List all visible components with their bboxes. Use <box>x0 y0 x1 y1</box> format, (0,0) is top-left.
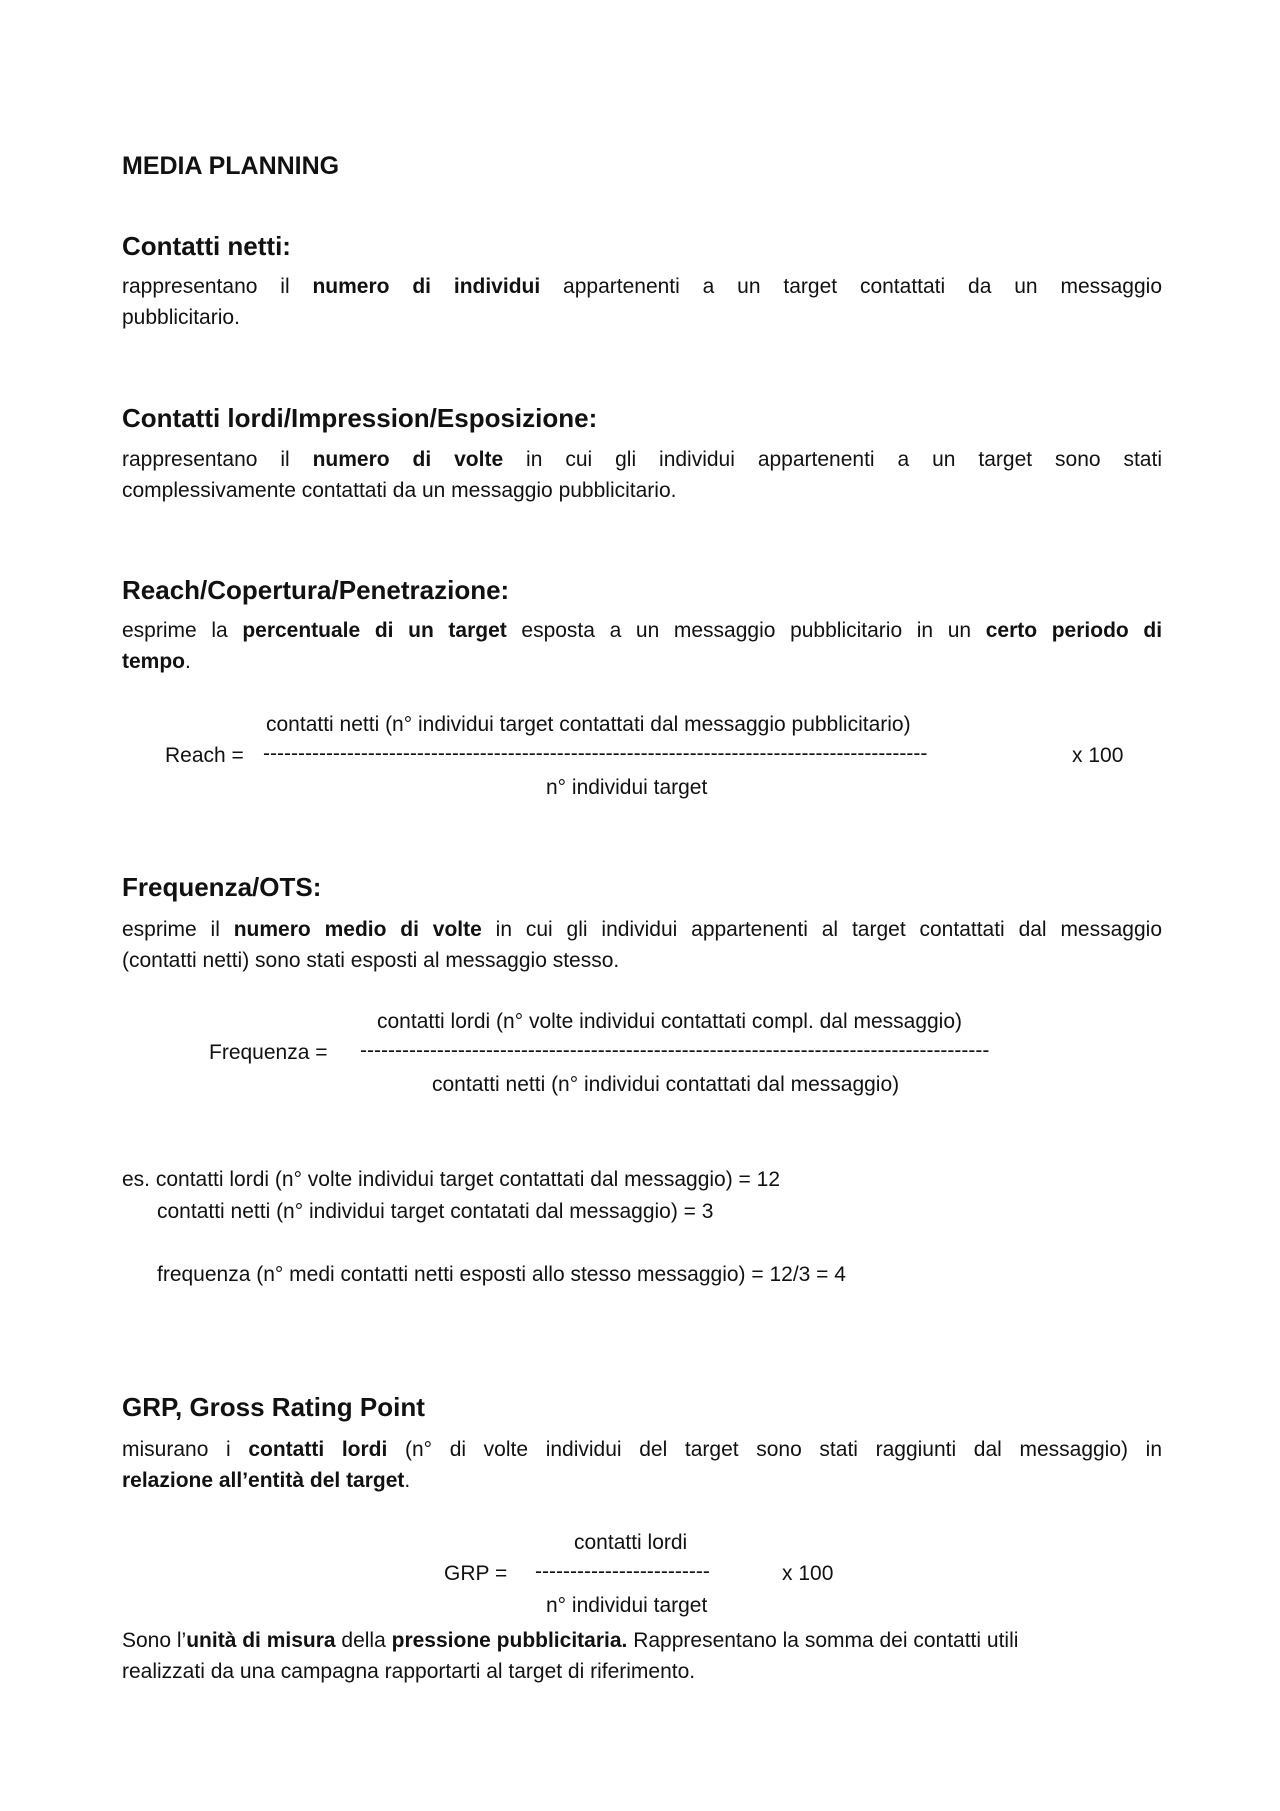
grp-formula-label: GRP = <box>444 1562 508 1585</box>
example-line-3: frequenza (n° medi contatti netti esposti allo stesso messaggio) = 12/3 = 4 <box>157 1263 846 1286</box>
bold-text: pressione pubblicitaria. <box>391 1629 628 1652</box>
text: in cui gli individui appartenenti al target contattati dal messaggio <box>481 918 1162 941</box>
reach-formula-label: Reach = <box>165 744 244 767</box>
bold-text: tempo <box>122 650 185 673</box>
text: complessivamente contattati da un messaggio pubblicitario. <box>122 479 677 502</box>
text: in cui gli individui appartenenti a un target sono stati <box>503 448 1162 471</box>
frequenza-formula-denominator: contatti netti (n° individui contattati dal messaggio) <box>432 1073 900 1096</box>
text: esprime la <box>122 619 243 642</box>
bold-text: percentuale di un target <box>242 619 507 642</box>
bold-text: contatti lordi <box>248 1438 388 1461</box>
paragraph-grp-definition <box>122 1625 1162 1687</box>
heading-frequenza: Frequenza/OTS: <box>122 872 322 902</box>
text: (contatti netti) sono stati esposti al messaggio stesso. <box>122 949 620 972</box>
paragraph-contatti-netti <box>122 271 1162 333</box>
text: esposta a un messaggio pubblicitario in un <box>506 619 986 642</box>
text: esprime il <box>122 918 234 941</box>
bold-text: certo periodo di <box>985 619 1163 642</box>
bold-text: numero medio di volte <box>233 918 482 941</box>
reach-formula-fraction-line: ----------------------------------------------------------------------------------------------- <box>263 742 928 765</box>
text: della <box>335 1629 392 1652</box>
text: appartenenti a un target contattati da un messaggio <box>540 275 1162 298</box>
bold-text: unità di misura <box>186 1629 336 1652</box>
heading-contatti-lordi: Contatti lordi/Impression/Esposizione: <box>122 403 598 433</box>
reach-formula-multiplier: x 100 <box>1072 744 1124 767</box>
example-line-1: es. contatti lordi (n° volte individui target contattati dal messaggio) = 12 <box>122 1168 781 1191</box>
text: rappresentano il <box>122 448 313 471</box>
bold-text: numero di individui <box>312 275 541 298</box>
text: rappresentano il <box>122 275 313 298</box>
bold-text: numero di volte <box>312 448 504 471</box>
reach-formula-numerator: contatti netti (n° individui target contattati dal messaggio pubblicitario) <box>266 713 911 736</box>
frequenza-formula-fraction-line: ------------------------------------------------------------------------------------------ <box>360 1039 990 1062</box>
frequenza-formula-label: Frequenza = <box>209 1041 328 1064</box>
text: misurano i <box>122 1438 249 1461</box>
grp-formula-fraction-line: ------------------------- <box>535 1560 710 1583</box>
heading-contatti-netti: Contatti netti: <box>122 231 291 261</box>
text: Rappresentano la somma dei contatti utili <box>627 1629 1019 1652</box>
page-title: MEDIA PLANNING <box>122 152 340 180</box>
text: . <box>404 1469 411 1492</box>
frequenza-formula-numerator: contatti lordi (n° volte individui contattati compl. dal messaggio) <box>377 1010 963 1033</box>
text: Sono l’ <box>122 1629 187 1652</box>
paragraph-reach <box>122 615 1162 677</box>
text: . <box>185 650 191 673</box>
paragraph-grp <box>122 1434 1162 1496</box>
grp-formula-denominator: n° individui target <box>546 1594 708 1617</box>
bold-text: relazione all’entità del target <box>122 1469 405 1492</box>
paragraph-frequenza <box>122 914 1162 976</box>
heading-reach: Reach/Copertura/Penetrazione: <box>122 575 510 605</box>
grp-formula-numerator: contatti lordi <box>574 1531 688 1554</box>
text: pubblicitario. <box>122 306 240 329</box>
paragraph-contatti-lordi <box>122 444 1162 506</box>
text: (n° di volte individui del target sono stati raggiunti dal messaggio) in <box>387 1438 1163 1461</box>
example-line-2: contatti netti (n° individui target contatati dal messaggio) = 3 <box>157 1200 714 1223</box>
reach-formula-denominator: n° individui target <box>546 776 708 799</box>
grp-formula-multiplier: x 100 <box>782 1562 834 1585</box>
heading-grp: GRP, Gross Rating Point <box>122 1392 425 1422</box>
text: realizzati da una campagna rapportarti al target di riferimento. <box>122 1660 696 1683</box>
